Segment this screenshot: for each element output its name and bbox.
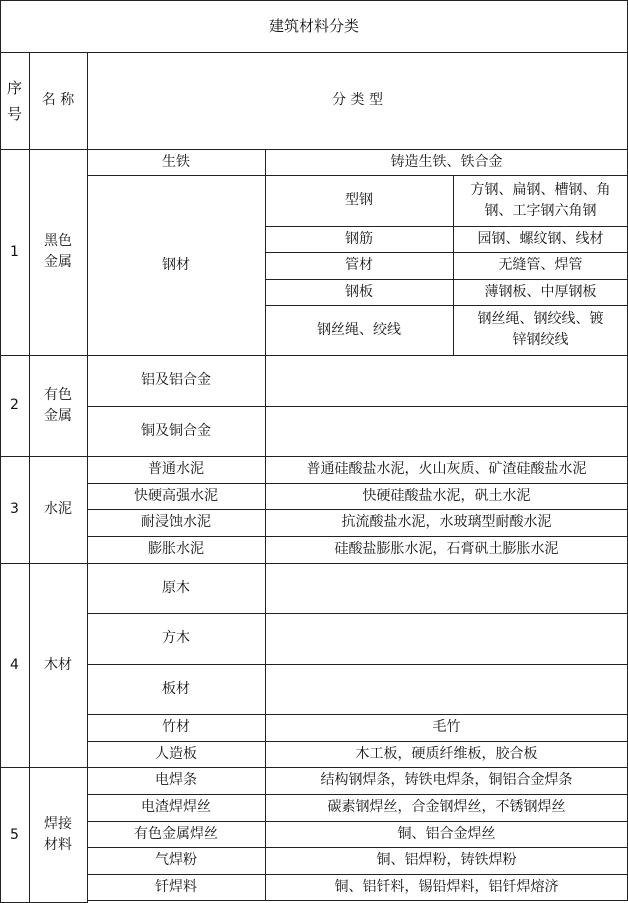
grid-line <box>87 52 628 53</box>
grid-line <box>265 563 266 613</box>
grid-line <box>265 305 266 355</box>
cell-artificial-board-types: 木工板，硬质纤维板，胶合板 <box>355 745 538 762</box>
grid-line <box>265 741 266 767</box>
grid-line <box>0 355 1 456</box>
grid-line <box>265 821 628 822</box>
group-3-seq: 3 <box>10 501 19 517</box>
grid-line <box>453 305 628 306</box>
grid-line <box>265 794 266 821</box>
grid-line <box>265 406 266 456</box>
cell-rebar: 钢筋 <box>345 230 373 247</box>
grid-line <box>265 456 266 483</box>
grid-line <box>87 900 265 901</box>
cell-ordinary-cement: 普通水泥 <box>148 461 204 477</box>
grid-line <box>87 847 88 874</box>
grid-line <box>265 821 266 847</box>
grid-line <box>87 536 88 563</box>
grid-line <box>265 664 266 714</box>
grid-line <box>453 279 454 305</box>
group-1-name-text: 黑色 金属 <box>44 233 72 270</box>
grid-line <box>265 355 266 406</box>
grid-line <box>87 874 265 875</box>
grid-line <box>265 279 266 305</box>
cell-steel: 钢材 <box>162 256 190 273</box>
grid-line <box>0 456 1 563</box>
grid-line <box>29 52 30 149</box>
grid-line <box>29 149 30 355</box>
grid-line <box>265 536 266 563</box>
group-1-name <box>29 149 87 355</box>
cell-nonferrous-wire: 有色金属焊丝 <box>134 825 218 842</box>
group-2-seq: 2 <box>10 397 19 413</box>
grid-line <box>87 767 88 794</box>
grid-line <box>87 664 265 665</box>
grid-line <box>87 483 265 484</box>
group-4-seq: 4 <box>10 656 19 673</box>
grid-line <box>29 456 30 563</box>
cell-nonferrous-wire-types: 铜、铝合金焊丝 <box>397 825 496 842</box>
cell-log-types <box>265 563 628 613</box>
cell-aluminum-types <box>265 355 628 406</box>
grid-line <box>0 456 29 457</box>
grid-line <box>29 767 87 768</box>
grid-line <box>87 536 265 537</box>
grid-line <box>29 563 30 767</box>
cell-square-timber-types <box>265 613 628 664</box>
cell-pipe-types: 无缝管、焊管 <box>498 257 583 273</box>
grid-line <box>265 279 453 280</box>
grid-line <box>87 847 265 848</box>
grid-line <box>87 664 88 714</box>
grid-line <box>87 52 88 149</box>
grid-line <box>87 821 88 847</box>
cell-solder-types: 铜、铝钎料，锡铅焊料，铝钎焊熔济 <box>334 878 559 895</box>
grid-line <box>87 741 88 767</box>
grid-line <box>29 456 87 457</box>
grid-line <box>265 664 628 665</box>
grid-line <box>453 226 454 252</box>
cell-erosion-cement: 耐浸蚀水泥 <box>141 514 211 530</box>
grid-line <box>265 175 453 176</box>
cell-pig-iron-types: 铸造生铁、铁合金 <box>390 153 503 170</box>
grid-line <box>0 767 29 768</box>
grid-line <box>0 149 1 355</box>
grid-line <box>453 175 628 176</box>
grid-line <box>87 406 88 456</box>
grid-line <box>87 874 88 900</box>
grid-line <box>87 456 265 457</box>
grid-line <box>265 175 266 226</box>
grid-line <box>87 175 88 355</box>
cell-log: 原木 <box>162 579 190 596</box>
cell-copper: 铜及铜合金 <box>141 422 211 439</box>
header-classification: 分 类 型 <box>332 92 383 108</box>
grid-line <box>0 0 628 1</box>
group-5-name <box>29 767 87 903</box>
cell-electroslag-wire: 电渣焊焊丝 <box>141 799 211 815</box>
cell-pipe: 管材 <box>345 257 373 273</box>
cell-electrode-types: 结构钢焊条，铸铁电焊条，铜铝合金焊条 <box>320 772 573 788</box>
header-seq-char-2: 号 <box>6 104 22 123</box>
grid-line <box>453 305 454 355</box>
grid-line <box>453 279 628 280</box>
grid-line <box>265 767 628 768</box>
grid-line <box>87 794 265 795</box>
cell-bamboo: 竹材 <box>162 719 190 735</box>
grid-line <box>87 406 265 407</box>
grid-line <box>453 252 628 253</box>
header-seq-char-1: 序 <box>6 78 22 97</box>
grid-line <box>0 0 1 52</box>
cell-plate: 钢板 <box>345 283 373 300</box>
header-seq <box>0 52 29 149</box>
cell-section-steel: 型钢 <box>345 192 373 208</box>
cell-plate-types: 薄钢板、中厚钢板 <box>484 283 597 300</box>
grid-line <box>265 483 266 509</box>
grid-line <box>453 175 454 226</box>
grid-line <box>265 226 266 252</box>
grid-line <box>265 714 266 741</box>
grid-line <box>87 355 88 406</box>
grid-line <box>29 767 30 903</box>
cell-aluminum: 铝及铝合金 <box>141 372 211 388</box>
grid-line <box>0 767 1 903</box>
grid-line <box>265 149 628 150</box>
grid-line <box>29 52 87 53</box>
cell-board: 板材 <box>162 680 190 697</box>
grid-line <box>87 149 265 150</box>
grid-line <box>87 794 88 821</box>
grid-line <box>265 406 628 407</box>
grid-line <box>265 456 628 457</box>
grid-line <box>87 741 265 742</box>
grid-line <box>29 355 30 456</box>
group-2-name-text: 有色 金属 <box>44 386 72 424</box>
grid-line <box>265 149 266 175</box>
cell-pig-iron: 生铁 <box>162 153 190 170</box>
grid-line <box>265 509 628 510</box>
grid-line <box>265 741 628 742</box>
grid-line <box>29 355 87 356</box>
table-title: 建筑材料分类 <box>268 16 359 35</box>
grid-line <box>265 305 453 306</box>
grid-line <box>453 252 454 279</box>
cell-gas-flux-types: 铜、铝焊粉，铸铁焊粉 <box>376 852 517 868</box>
cell-electrode: 电焊条 <box>155 772 197 788</box>
grid-line <box>265 847 628 848</box>
grid-line <box>87 149 88 175</box>
grid-line <box>265 536 628 537</box>
grid-line <box>87 767 265 768</box>
grid-line <box>265 794 628 795</box>
grid-line <box>87 355 265 356</box>
cell-section-steel-types: 方钢、扁钢、槽钢、角钢、工字钢六角钢 <box>470 181 611 219</box>
grid-line <box>265 509 266 536</box>
cell-electroslag-wire-types: 碳素钢焊丝，合金钢焊丝，不锈钢焊丝 <box>327 799 566 815</box>
grid-line <box>0 563 1 767</box>
grid-line <box>87 456 88 483</box>
cell-solder: 钎焊料 <box>155 878 197 895</box>
grid-line <box>87 483 88 509</box>
grid-line <box>265 563 628 564</box>
group-3-name: 水泥 <box>44 501 72 517</box>
grid-line <box>265 874 266 900</box>
cell-expansive-cement-types: 硅酸盐膨胀水泥，石膏矾土膨胀水泥 <box>334 541 559 557</box>
grid-line <box>265 847 266 874</box>
group-5-name-text: 焊接 材料 <box>44 816 72 853</box>
cell-ordinary-cement-types: 普通硅酸盐水泥，火山灰质、矿渣硅酸盐水泥 <box>306 461 587 477</box>
cell-erosion-cement-types: 抗流酸盐水泥，水玻璃型耐酸水泥 <box>341 514 552 530</box>
group-2-name <box>29 355 87 456</box>
grid-line <box>265 226 453 227</box>
grid-line <box>265 252 266 279</box>
grid-line <box>87 613 265 614</box>
header-name: 名 称 <box>41 92 75 108</box>
grid-line <box>265 252 453 253</box>
grid-line <box>0 52 29 53</box>
cell-rebar-types: 园钢、螺纹钢、线材 <box>477 230 604 247</box>
grid-line <box>0 52 1 149</box>
grid-line <box>87 509 88 536</box>
grid-line <box>265 714 628 715</box>
cell-rapid-cement: 快硬高强水泥 <box>134 487 218 504</box>
grid-line <box>87 563 265 564</box>
grid-line <box>87 175 265 176</box>
cell-square-timber: 方木 <box>162 630 190 646</box>
cell-bamboo-types: 毛竹 <box>432 719 461 735</box>
cell-copper-types <box>265 406 628 456</box>
group-4-name: 木材 <box>44 656 72 673</box>
grid-line <box>265 613 266 664</box>
group-1-seq: 1 <box>10 243 19 260</box>
grid-line <box>265 483 628 484</box>
group-5-seq: 5 <box>10 826 19 843</box>
grid-line <box>87 613 88 664</box>
grid-line <box>87 563 88 613</box>
cell-wire-rope: 钢丝绳、绞线 <box>317 321 401 338</box>
grid-line <box>29 563 87 564</box>
grid-line <box>265 613 628 614</box>
grid-line <box>265 900 628 901</box>
grid-line <box>453 226 628 227</box>
grid-line <box>0 355 29 356</box>
grid-line <box>265 355 628 356</box>
grid-line <box>0 149 29 150</box>
grid-line <box>29 149 87 150</box>
cell-board-types <box>265 664 628 714</box>
grid-line <box>265 874 628 875</box>
grid-line <box>87 714 88 741</box>
grid-line <box>87 509 265 510</box>
cell-wire-rope-types: 钢丝绳、钢绞线、镀锌钢绞线 <box>477 311 604 348</box>
cell-expansive-cement: 膨胀水泥 <box>148 541 204 557</box>
cell-rapid-cement-types: 快硬硅酸盐水泥，矾土水泥 <box>362 487 531 504</box>
cell-artificial-board: 人造板 <box>155 745 197 762</box>
grid-line <box>265 767 266 794</box>
grid-line <box>87 714 265 715</box>
grid-line <box>0 563 29 564</box>
cell-gas-flux: 气焊粉 <box>155 852 197 868</box>
grid-line <box>87 821 265 822</box>
